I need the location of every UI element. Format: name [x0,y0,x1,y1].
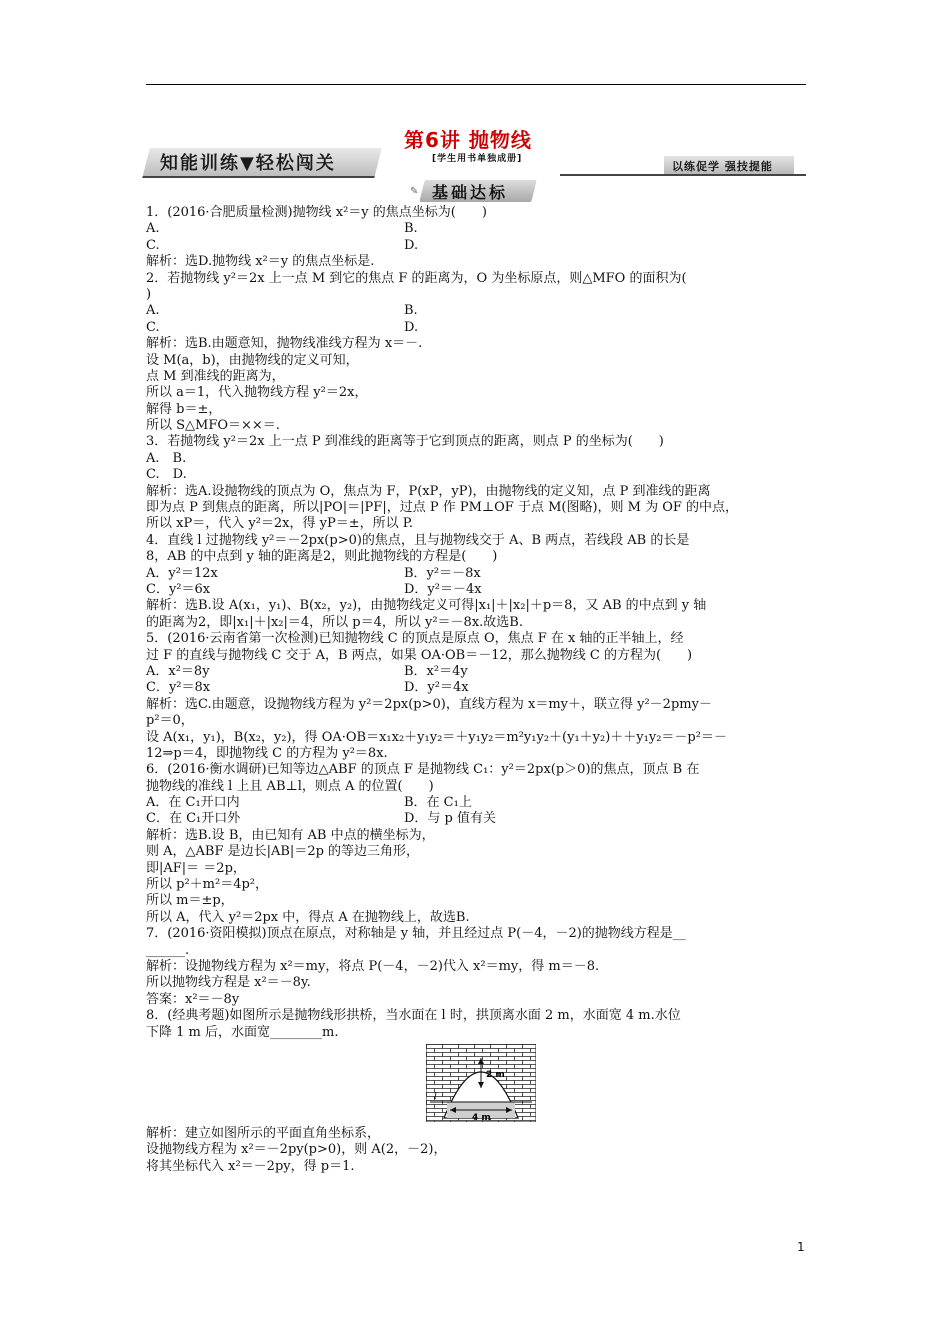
options-row [146,221,810,237]
text-line: 解析：建立如图所示的平面直角坐标系， [146,1125,381,1141]
text-line: 所以 S△MFO＝××＝. [146,418,280,434]
option-c: C. [146,319,160,335]
text-line: 解得 b＝±， [146,401,222,417]
option-b: B. [404,221,418,237]
option-d: D．y²＝－4x [404,581,482,597]
text-line: 解析：选B.由题意知，抛物线准线方程为 x＝－. [146,336,423,352]
section-title: 基础达标 [432,183,509,202]
option-b: B．y²＝－8x [404,565,481,581]
text-line: 即为点 P 到焦点的距离，所以|PO|＝|PF|，过点 P 作 PM⊥OF 于点 M(图略)，则 M 为 OF 的中点， [146,500,739,516]
option-a: A．x²＝8y [146,663,210,679]
text-line: 设 A(x₁，y₁)，B(x₂，y₂)，得 OA·OB＝x₁x₂＋y₁y₂＝＋y₁y₂＝m²y₁y₂＋(y₁＋y₂)＋＋y₁y₂＝－p²＝－ [146,729,727,745]
option-b: B．在 C₁上 [404,795,472,811]
text-line: ______. [146,942,190,958]
text-line: 所以 m＝±p， [146,893,234,909]
section-deco-icon: ✎ [410,186,419,197]
text-line: 所以抛物线方程是 x²＝－8y. [146,975,311,991]
option-c: C．在 C₁开口外 [146,811,241,827]
option-d: D．与 p 值有关 [404,811,497,827]
text-line: 设 M(a，b)，由抛物线的定义可知， [146,352,359,368]
header-rule [146,84,806,85]
page-number: 1 [797,1240,805,1254]
text-line: 解析：选B.设 B，由已知有 AB 中点的横坐标为， [146,827,435,843]
option-b: B．x²＝4y [404,663,468,679]
text-line: 下降 1 m 后，水面宽________m. [146,1024,339,1040]
text-line: 解析：设抛物线方程为 x²＝my，将点 P(－4，－2)代入 x²＝my，得 m＝－8. [146,958,600,974]
text-line: p²＝0， [146,713,194,729]
banner-right-line [560,174,806,176]
text-line: 抛物线的准线 l 上且 AB⊥l，则点 A 的位置( ) [146,778,434,794]
option-d: D. [404,319,419,335]
options-row [146,811,810,827]
text-line: 所以 a＝1，代入抛物线方程 y²＝2x， [146,385,368,401]
waterline-label: l [434,1091,437,1102]
options-row [146,795,810,811]
text-line: ) [146,286,152,302]
text-line: 所以 xP＝，代入 y²＝2x，得 yP＝±，所以 P. [146,516,413,532]
options-row [146,320,810,336]
text-line: 7．(2016·资阳模拟)顶点在原点，对称轴是 y 轴，并且经过点 P(－4，－2)的抛物线方程是__ [146,926,686,942]
text-line: 过 F 的直线与抛物线 C 交于 A，B 两点，如果 OA·OB＝－12，那么抛物线 C 的方程为( ) [146,647,693,663]
option-c: C．y²＝8x [146,680,211,696]
text-line: 解析：选B.设 A(x₁，y₁)、B(x₂，y₂)，由抛物线定义可得|x₁|＋|x₂|＋p＝8，又 AB 的中点到 y 轴 [146,598,707,614]
text-line: 4．直线 l 过抛物线 y²＝－2px(p>0)的焦点，且与抛物线交于 A、B 两点，若线段 AB 的长是 [146,532,690,548]
arch-bridge-illustration [426,1044,536,1122]
text-line: 所以 A，代入 y²＝2px 中，得点 A 在抛物线上，故选B. [146,909,470,925]
option-a: A．在 C₁开口内 [146,795,240,811]
text-line: 6．(2016·衡水调研)已知等边△ABF 的顶点 F 是抛物线 C₁：y²＝2px(p＞0)的焦点，顶点 B 在 [146,762,700,778]
options-row [146,238,810,254]
option-a: A. [146,303,160,319]
text-line: 解析：选C.由题意，设抛物线方程为 y²＝2px(p>0)，直线方程为 x＝my＋，联立得 y²－2pmy－ [146,696,712,712]
text-line: 所以 p²＋m²＝4p²， [146,877,269,893]
text-line: 5．(2016·云南省第一次检测)已知抛物线 C 的顶点是原点 O，焦点 F 在 x 轴的正半轴上，经 [146,631,684,647]
exercise-content [146,205,810,1175]
options-row [146,566,810,582]
text-line: 的距离为2，即|x₁|＋|x₂|＝4，所以 p＝4，所以 y²＝－8x.故选B. [146,614,523,630]
options-row [146,664,810,680]
width-label: 4 m [472,1112,491,1122]
lesson-title: 第6讲 抛物线 [404,128,532,152]
text-line: 设抛物线方程为 x²＝－2py(p>0)，则 A(2，－2)， [146,1142,447,1158]
option-c: C．y²＝6x [146,581,211,597]
lesson-subtitle: [学生用书单独成册] [432,154,523,164]
option-d: D. [404,237,419,253]
banner-right-text: 以练促学 强技提能 [672,160,773,173]
option-a: A. [146,221,160,237]
text-line: 8．(经典考题)如图所示是抛物线形拱桥，当水面在 l 时，拱顶离水面 2 m，水面宽 4 m.水位 [146,1008,681,1024]
options-row [146,680,810,696]
options-row [146,303,810,319]
option-b: B. [404,303,418,319]
text-line: 则 A，△ABF 是边长|AB|＝2p 的等边三角形， [146,844,420,860]
option-d: D．y²＝4x [404,680,469,696]
text-line: 解析：选A.设抛物线的顶点为 O，焦点为 F，P(xP，yP)，由抛物线的定义知，点 P 到准线的距离 [146,483,711,499]
banner-left-text: 知能训练▼轻松闯关 [160,153,336,174]
text-line: 即|AF|＝ ＝2p， [146,860,246,876]
option-c: C. [146,237,160,253]
text-line: 点 M 到准线的距离为， [146,368,285,384]
text-line: 8，AB 的中点到 y 轴的距离是2，则此抛物线的方程是( ) [146,549,498,565]
text-line: 12⇒p＝4，即抛物线 C 的方程为 y²＝8x. [146,745,388,761]
text-line: A. B. [146,450,187,466]
text-line: 解析：选D.抛物线 x²＝y 的焦点坐标是. [146,254,375,270]
height-label: 2 m [486,1069,505,1080]
text-line: 答案：x²＝－8y [146,991,240,1007]
arch-bridge-figure [426,1044,536,1122]
text-line: 将其坐标代入 x²＝－2py，得 p＝1. [146,1158,355,1174]
option-a: A．y²＝12x [146,565,218,581]
text-line: 1．(2016·合肥质量检测)抛物线 x²＝y 的焦点坐标为( ) [146,205,487,220]
text-line: 3．若抛物线 y²＝2x 上一点 P 到准线的距离等于它到顶点的距离，则点 P 的坐标为( ) [146,434,664,450]
options-row [146,582,810,598]
text-line: C. D. [146,467,187,483]
text-line: 2．若抛物线 y²＝2x 上一点 M 到它的焦点 F 的距离为，O 为坐标原点，则△MFO 的面积为( [146,270,687,286]
